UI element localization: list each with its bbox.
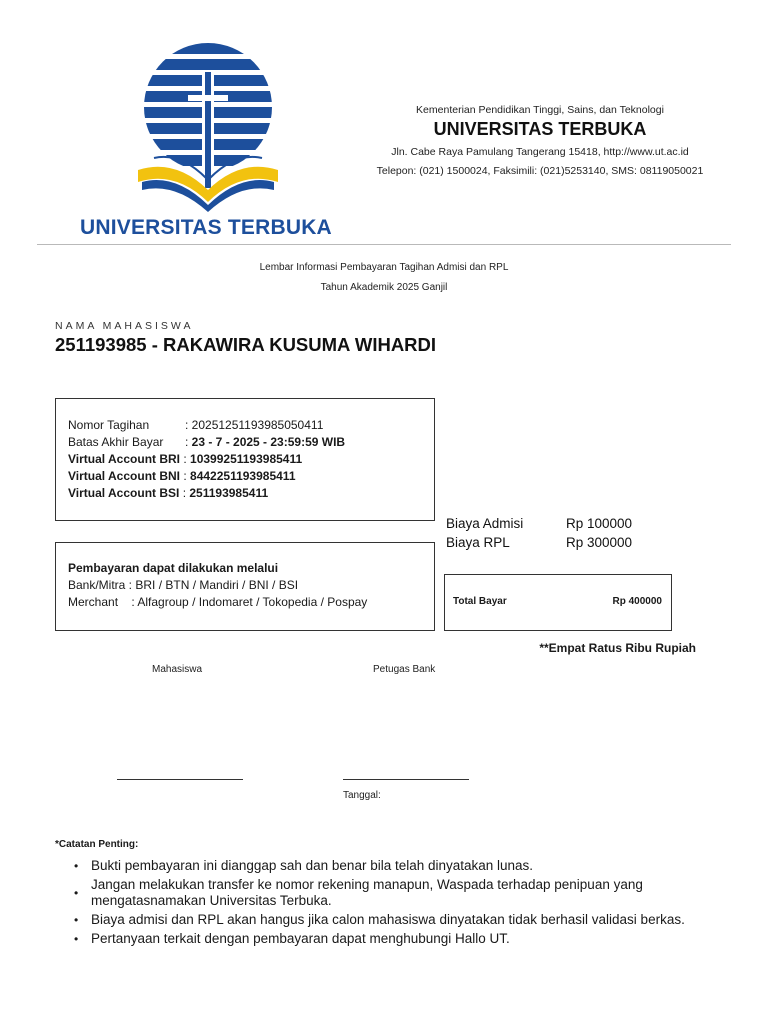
va-bsi-value: 251193985411 [189,486,269,500]
note-item: • Biaya admisi dan RPL akan hangus jika calon mahasiswa dinyatakan tidak berhasil validasi berkas. [74,912,704,928]
header-divider [37,244,731,245]
va-bsi-label: Virtual Account BSI [68,486,180,500]
university-name: UNIVERSITAS TERBUKA [433,119,647,139]
bill-number-label: Nomor Tagihan [68,418,150,432]
document-title: Lembar Informasi Pembayaran Tagihan Admisi dan RPL [259,262,509,273]
bill-number-row [68,418,323,432]
va-bri-value: 10399251193985411 [190,452,303,466]
university-address: Jln. Cabe Raya Pamulang Tangerang 15418, http://www.ut.ac.id [391,146,689,158]
total-value: Rp 400000 [612,596,662,607]
deadline-row: Batas Akhir Bayar : 23 - 7 - 2025 - 23:59:59 WIB [68,435,346,449]
va-bri-label: Virtual Account BRI [68,452,181,466]
rpl-fee-value: Rp 300000 [566,535,633,550]
date-label: Tanggal: [343,790,381,801]
university-logo [80,40,340,245]
student-signature-label: Mahasiswa [152,664,203,675]
university-contact: Telepon: (021) 1500024, Faksimili: (021)5253140, SMS: 08119050021 [376,165,704,177]
logo-emblem-icon [80,40,340,216]
va-bni-value: 8442251193985411 [190,469,296,483]
admission-fee-label: Biaya Admisi [446,516,524,531]
payment-methods-title: Pembayaran dapat dilakukan melalui [68,561,279,575]
va-bri-row: Virtual Account BRI : 10399251193985411 [68,452,303,466]
note-item: • Jangan melakukan transfer ke nomor rekening manapun, Waspada terhadap penipuan yang mengatasnamakan Universitas Terbuka. [74,877,704,909]
total-label: Total Bayar [453,596,507,607]
total-in-words: **Empat Ratus Ribu Rupiah [539,641,696,655]
bank-officer-signature-line [343,779,469,780]
admission-fee-value: Rp 100000 [566,516,633,531]
notes-title: *Catatan Penting: [55,839,139,850]
notes-list [74,858,704,950]
deadline-value: 23 - 7 - 2025 - 23:59:59 WIB [191,435,346,449]
note-item: • Pertanyaan terkait dengan pembayaran dapat menghubungi Hallo UT. [74,931,704,947]
payment-bank-partners: Bank/Mitra : BRI / BTN / Mandiri / BNI / BSI [68,578,299,592]
total-box [444,574,672,631]
va-bni-row: Virtual Account BNI : 8442251193985411 [68,469,296,483]
ministry-name: Kementerian Pendidikan Tinggi, Sains, dan Teknologi [416,104,664,116]
bank-officer-signature-label: Petugas Bank [373,664,436,675]
payment-merchants: Merchant : Alfagroup / Indomaret / Tokopedia / Pospay [68,595,368,609]
rpl-fee-label: Biaya RPL [446,535,510,550]
note-item: • Bukti pembayaran ini dianggap sah dan benar bila telah dinyatakan lunas. [74,858,704,874]
student-signature-line [117,779,243,780]
bill-info-box [55,398,435,521]
va-bni-label: Virtual Account BNI [68,469,181,483]
academic-year: Tahun Akademik 2025 Ganjil [320,282,448,293]
logo-text: UNIVERSITAS TERBUKA [80,216,332,239]
student-label: NAMA MAHASISWA [55,320,194,332]
student-name: 251193985 - RAKAWIRA KUSUMA WIHARDI [55,334,437,355]
bill-number-value: : 20251251193985050411 [185,418,324,432]
deadline-label: Batas Akhir Bayar [68,435,164,449]
payment-methods-box [55,542,435,631]
va-bsi-row: Virtual Account BSI : 251193985411 [68,486,269,500]
